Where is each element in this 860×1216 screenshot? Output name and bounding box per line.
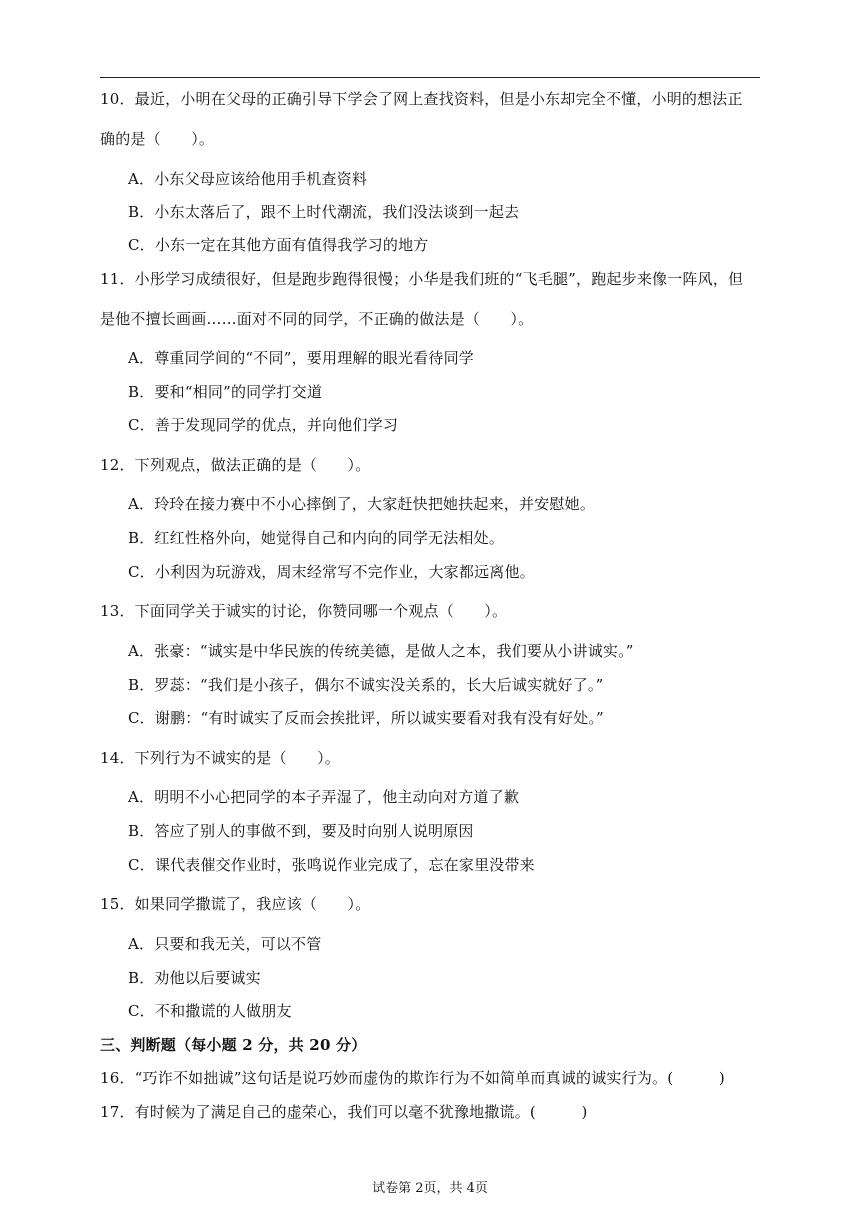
question-12-option-c: C．小利因为玩游戏，周末经常写不完作业，大家都远离他。 [128, 563, 535, 581]
page-footer: 试卷第 2页，共 4页 [372, 1181, 488, 1196]
question-12-option-b: B．红红性格外向，她觉得自己和内向的同学无法相处。 [128, 529, 505, 547]
question-10-option-c: C．小东一定在其他方面有值得我学习的地方 [128, 236, 429, 254]
judgment-17: 17．有时候为了满足自己的虚荣心，我们可以毫不犹豫地撒谎。( ) [100, 1103, 588, 1121]
question-14-option-b: B．答应了别人的事做不到，要及时向别人说明原因 [128, 822, 474, 840]
judgment-16: 16．“巧诈不如拙诚”这句话是说巧妙而虚伪的欺诈行为不如简单而真诚的诚实行为。( ) [100, 1069, 725, 1087]
question-13-line-1: 13．下面同学关于诚实的讨论，你赞同哪一个观点（ ）。 [100, 602, 508, 620]
question-11-line-1: 11．小彤学习成绩很好，但是跑步跑得很慢；小华是我们班的“飞毛腿”，跑起步来像一阵风，但 [100, 270, 744, 288]
question-15-option-a: A．只要和我无关，可以不管 [128, 935, 322, 953]
question-15-line-1: 15．如果同学撒谎了，我应该（ ）。 [100, 895, 371, 913]
question-13-option-a: A．张豪：“诚实是中华民族的传统美德，是做人之本，我们要从小讲诚实。” [128, 642, 634, 660]
question-11-option-b: B．要和“相同”的同学打交道 [128, 383, 323, 401]
question-12-option-a: A．玲玲在接力赛中不小心摔倒了，大家赶快把她扶起来，并安慰她。 [128, 495, 596, 513]
header-rule [100, 77, 760, 78]
question-13-option-b: B．罗蕊：“我们是小孩子，偶尔不诚实没关系的，长大后诚实就好了。” [128, 676, 604, 694]
question-10-line-1: 10．最近，小明在父母的正确引导下学会了网上查找资料，但是小东却完全不懂，小明的想法正 [100, 90, 743, 108]
question-10-line-2: 确的是（ ）。 [100, 130, 215, 148]
question-11-option-a: A．尊重同学间的“不同”，要用理解的眼光看待同学 [128, 349, 474, 367]
question-12-line-1: 12．下列观点，做法正确的是（ ）。 [100, 456, 371, 474]
question-14-option-c: C．课代表催交作业时，张鸣说作业完成了，忘在家里没带来 [128, 856, 535, 874]
question-15-option-b: B．劝他以后要诚实 [128, 969, 261, 987]
question-14-line-1: 14．下列行为不诚实的是（ ）。 [100, 749, 340, 767]
question-10-option-a: A．小东父母应该给他用手机查资料 [128, 170, 368, 188]
question-11-line-2: 是他不擅长画画……面对不同的同学，不正确的做法是（ ）。 [100, 310, 534, 328]
question-10-option-b: B．小东太落后了，跟不上时代潮流，我们没法谈到一起去 [128, 203, 520, 221]
question-15-option-c: C．不和撒谎的人做朋友 [128, 1002, 292, 1020]
question-11-option-c: C．善于发现同学的优点，并向他们学习 [128, 416, 399, 434]
section-title: 三、判断题（每小题 2 分，共 20 分） [100, 1036, 367, 1054]
question-14-option-a: A．明明不小心把同学的本子弄湿了，他主动向对方道了歉 [128, 788, 520, 806]
question-13-option-c: C．谢鹏：“有时诚实了反而会挨批评，所以诚实要看对我有没有好处。” [128, 709, 604, 727]
